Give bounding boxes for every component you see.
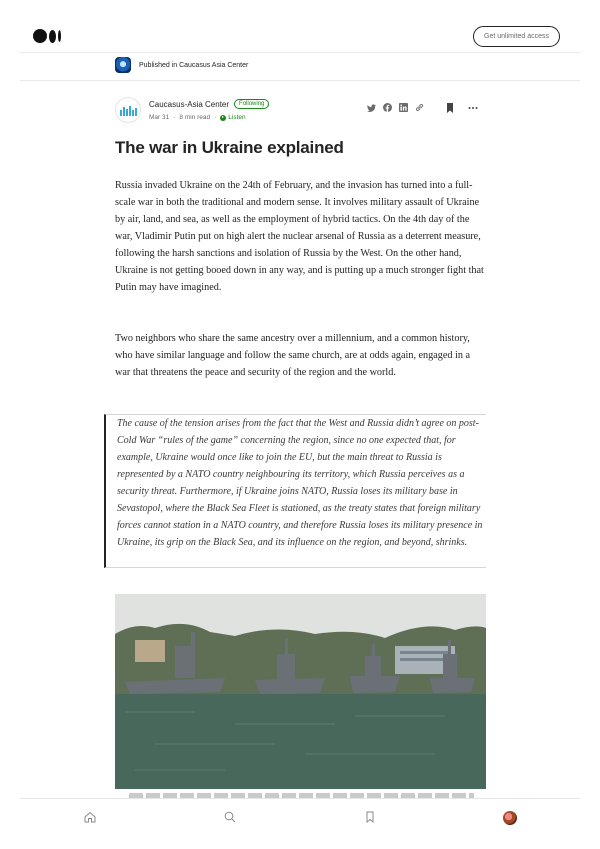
separator-dot: · bbox=[173, 114, 176, 121]
facebook-icon[interactable] bbox=[382, 103, 392, 114]
article-image-warships[interactable] bbox=[115, 594, 486, 789]
author-name[interactable]: Caucasus-Asia Center bbox=[149, 99, 230, 109]
listen-button[interactable] bbox=[220, 114, 245, 121]
divider bbox=[20, 80, 580, 81]
bookmarks-icon[interactable] bbox=[363, 811, 377, 825]
author-avatar[interactable] bbox=[115, 97, 141, 123]
share-icons bbox=[366, 103, 424, 114]
following-button[interactable]: Following bbox=[234, 99, 269, 109]
divider bbox=[20, 52, 580, 53]
paragraph-2: Two neighbors who share the same ancestry over a millennium, and a common history, who have similar language and follow the same church, are at odds again, engaged in a war that threatens the peace and security of the region and the world. bbox=[115, 333, 471, 378]
listen-label: Listen bbox=[228, 114, 246, 121]
bottom-navbar bbox=[20, 798, 580, 837]
top-bar bbox=[20, 18, 580, 54]
logo-circle-small bbox=[58, 30, 61, 42]
author-block bbox=[115, 97, 269, 123]
more-icon[interactable] bbox=[468, 103, 478, 115]
play-icon bbox=[220, 115, 226, 121]
block-quote: The cause of the tension arises from the fact that the West and Russia didn’t agree on post-Cold War “rules of the game” concerning the region, since no one expected that, for example, Ukraine would once like to join the EU, but the main threat to Russia is represented by a NATO country neighbouring its territory, which Russia perceives as a security threat. Furthermore, if Ukraine joins NATO, Russia loses its military base in Sevastopol, where the Black Sea Fleet is stationed, as the treaty states that foreign military forces cannot station in a NATO country, and therefore Russia loses its military presence in Ukraine, its grip on the Black Sea, and its influence on the region, and beyond, shrinks. bbox=[104, 414, 486, 568]
publication-logo-icon[interactable] bbox=[115, 57, 131, 73]
logo-circle-medium bbox=[49, 30, 56, 43]
link-icon[interactable] bbox=[414, 103, 424, 114]
medium-logo[interactable] bbox=[33, 29, 61, 43]
bookmark-icon[interactable] bbox=[446, 103, 454, 115]
get-unlimited-access-button[interactable]: Get unlimited access bbox=[473, 26, 560, 47]
warships-illustration bbox=[115, 594, 486, 789]
twitter-icon[interactable] bbox=[366, 104, 376, 114]
post-date: Mar 31 bbox=[149, 114, 170, 121]
profile-avatar[interactable] bbox=[503, 811, 517, 825]
published-in-text[interactable]: Published in Caucasus Asia Center bbox=[139, 61, 249, 69]
article-title: The war in Ukraine explained bbox=[115, 138, 344, 157]
search-icon[interactable] bbox=[223, 811, 237, 825]
paragraph-1: Russia invaded Ukraine on the 24th of February, and the invasion has turned into a full-scale war in both the traditional and modern sense. It involves military assault of Ukraine by air, land, and sea, as well as the employment of hybrid tactics. On the 4th day of the war, Vladimir Putin put on high alert the nuclear arsenal of Russia as a deterrent measure, following the harsh sanctions and isolation of Russia by the West. On the other hand, Ukraine is not getting booed down in any way, and is putting up a much stronger fight that Putin may have imagined. bbox=[115, 180, 484, 293]
logo-circle-large bbox=[33, 29, 47, 43]
linkedin-icon[interactable] bbox=[398, 103, 408, 114]
publication-bar[interactable] bbox=[115, 56, 248, 74]
post-actions bbox=[446, 103, 478, 115]
read-time: 8 min read bbox=[179, 114, 211, 121]
home-icon[interactable] bbox=[83, 811, 97, 825]
separator-dot: · bbox=[214, 114, 217, 121]
